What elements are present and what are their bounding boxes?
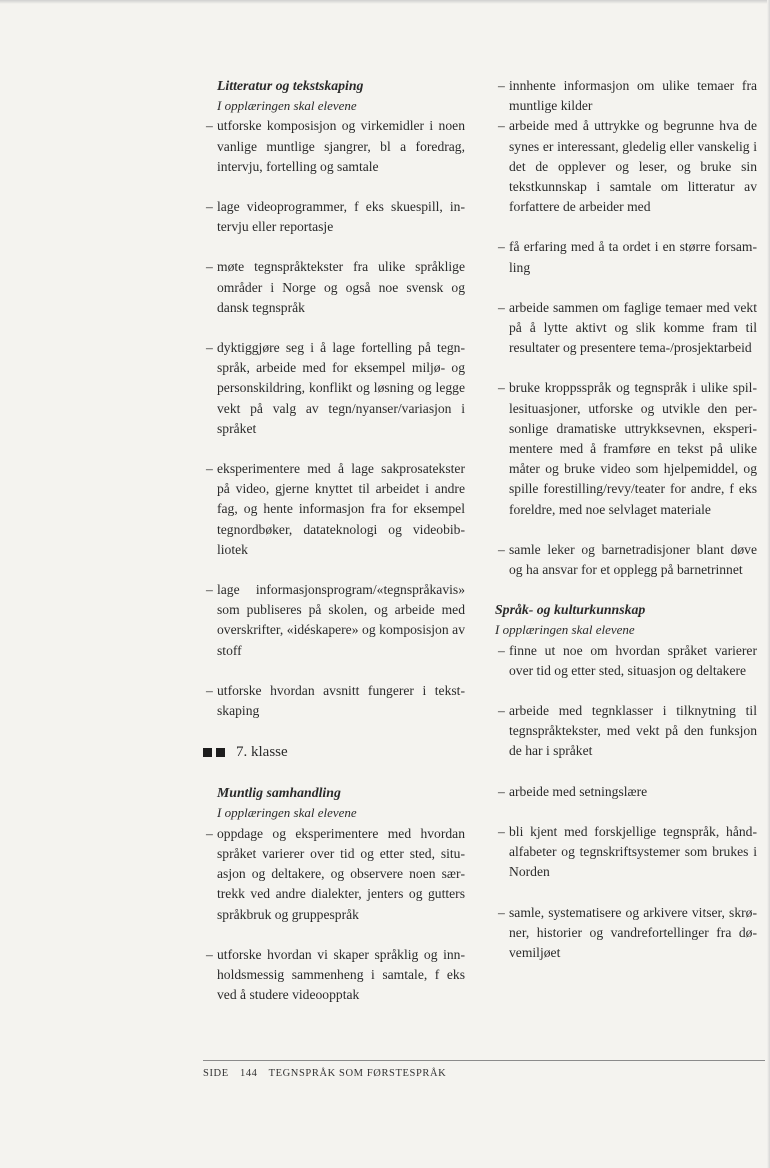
list-item: – arbeide med tegnklasser i tilknytning til tegnspråktekster, med vekt på den funksjon de har i språket — [495, 701, 757, 762]
page-top-edge — [0, 0, 770, 4]
footer-book-title: TEGNSPRÅK SOM FØRSTESPRÅK — [268, 1068, 447, 1079]
list-item: – dyktiggjøre seg i å lage fortelling på tegnspråk, arbeide med for eksempel miljø- og personskildring, konflikt og løsning og legge vekt på valg av tegn/nyanser/variasjon i språket — [203, 338, 465, 439]
footer-page-number: 144 — [239, 1068, 258, 1079]
section-subheading: I opplæringen skal elevene — [217, 805, 357, 821]
section-heading-muntlig: Muntlig samhandling — [217, 785, 341, 801]
footer-divider — [203, 1060, 765, 1061]
section-heading-sprak: Språk- og kulturkunnskap — [495, 602, 646, 618]
class-heading — [203, 741, 465, 763]
list-item: – bruke kroppsspråk og tegnspråk i ulike spillesituasjoner, utforske og utvikle den personlige dramatiske uttrykksevnen, eksperimentere med å framføre en tekst på ulike måter og bruke video som hjelpemiddel, og spille forestilling/revy/teater for andre, f eks foreldre, med noe selvlaget materiale — [495, 378, 757, 519]
bullet-list-muntlig — [203, 824, 465, 1006]
list-item: – arbeide sammen om faglige temaer med vekt på å lytte aktivt og slik komme fram til resultater og presentere tema-/prosjektarbeid — [495, 298, 757, 359]
right-column — [495, 76, 757, 963]
section-subheading: I opplæringen skal elevene — [217, 98, 357, 114]
list-item: – møte tegnspråktekster fra ulike språklige områder i Norge og også noe svensk og dansk tegnspråk — [203, 257, 465, 318]
section-subheading: I opplæringen skal elevene — [495, 622, 635, 638]
list-item: – lage videoprogrammer, f eks skuespill, intervju eller reportasje — [203, 197, 465, 237]
list-item: – lage informasjonsprogram/«tegnspråkavis» som publiseres på skolen, og arbeide med overskrifter, «idéskapere» og komposisjon av stoff — [203, 580, 465, 661]
square-bullet-icon — [216, 748, 225, 757]
list-item: – få erfaring med å ta ordet i en større forsamling — [495, 237, 757, 277]
section-heading-litteratur: Litteratur og tekstskaping — [217, 78, 364, 93]
list-item: – bli kjent med forskjellige tegnspråk, håndalfabeter og tegnskriftsystemer som brukes i Norden — [495, 822, 757, 883]
list-item: – utforske komposisjon og virkemidler i noen vanlige muntlige sjangrer, bl a foredrag, intervju, fortelling og samtale — [203, 116, 465, 177]
square-bullet-icon — [203, 748, 212, 757]
list-item: – arbeide med å uttrykke og begrunne hva de synes er interessant, gledelig eller vanskelig i det de opplever og leser, og bruke sin tekstkunnskap i samtale om litteratur av forfattere de arbeider med — [495, 116, 757, 217]
class-heading-label: 7. klasse — [236, 744, 288, 761]
list-item: – samle, systematisere og arkivere vitser, skrøner, historier og vandrefortellinger fra døvemiljøet — [495, 903, 757, 964]
list-item: – arbeide med setningslære — [495, 782, 757, 802]
list-item: – utforske hvordan avsnitt fungerer i tekstskaping — [203, 681, 465, 721]
footer-side-label: SIDE — [203, 1068, 229, 1079]
list-item: – oppdage og eksperimentere med hvordan språket varierer over tid og etter sted, situasjon og deltakere, og observere noen særtrekk ved andre dialekter, jenters og gutters språkbruk og gruppespråk — [203, 824, 465, 925]
left-column — [203, 76, 465, 1005]
list-item: – utforske hvordan vi skaper språklig og innholdsmessig sammenheng i samtale, f eks ved å studere videoopptak — [203, 945, 465, 1006]
list-item: – finne ut noe om hvordan språket varierer over tid og etter sted, situasjon og deltakere — [495, 641, 757, 681]
bullet-list-continued — [495, 76, 757, 580]
page-footer — [203, 1068, 454, 1079]
bullet-list-litteratur — [203, 116, 465, 721]
list-item: – samle leker og barnetradisjoner blant døve og ha ansvar for et opplegg på barnetrinnet — [495, 540, 757, 580]
list-item: – eksperimentere med å lage sakprosatekster på video, gjerne knyttet til arbeidet i andre fag, og hente informasjon fra for eksempel tegnordbøker, datateknologi og videobibliotek — [203, 459, 465, 560]
bullet-list-sprak — [495, 641, 757, 963]
list-item: – innhente informasjon om ulike temaer fra muntlige kilder — [495, 76, 757, 116]
